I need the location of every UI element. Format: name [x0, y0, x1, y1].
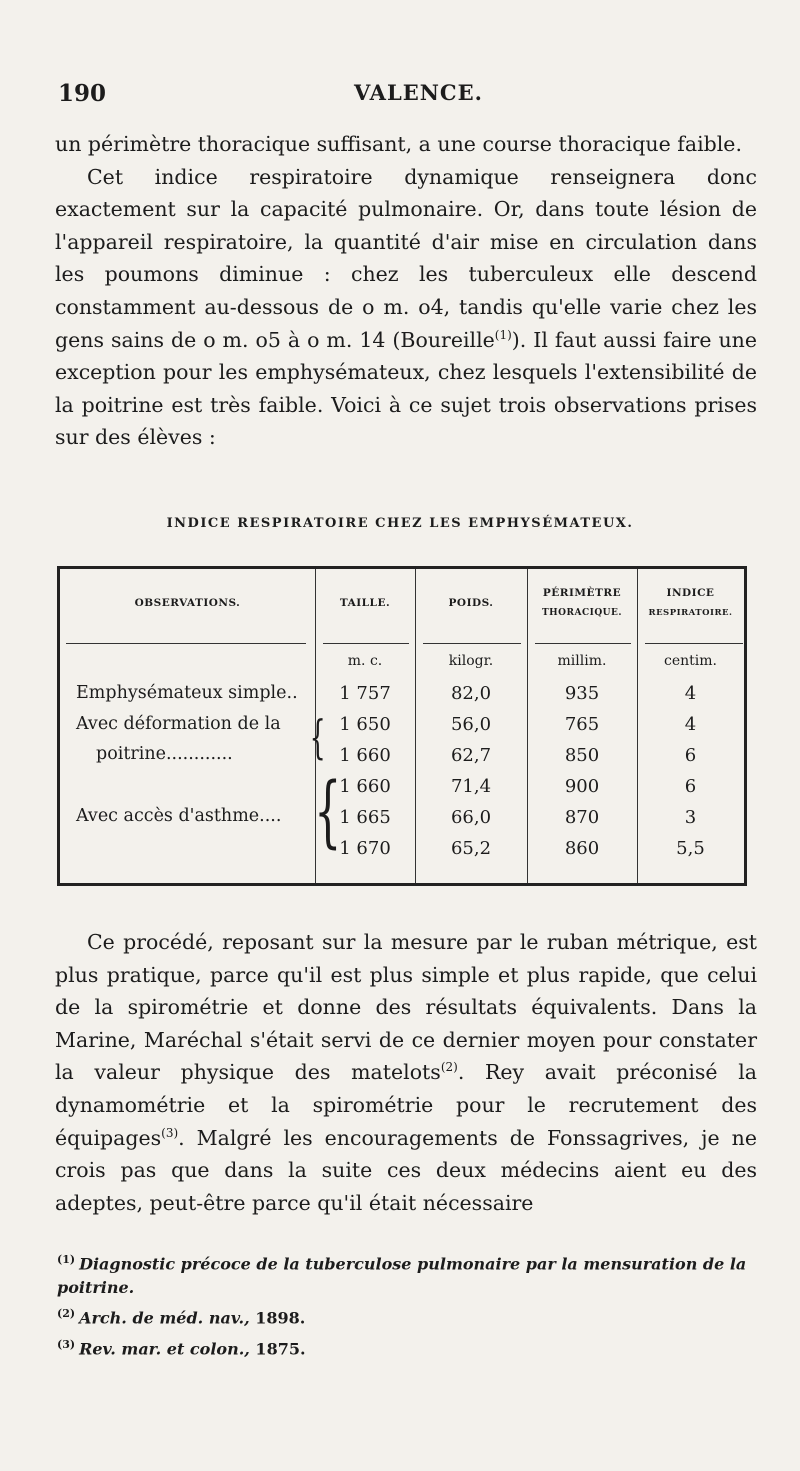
- footnote-ref-1: (1): [494, 327, 512, 342]
- paragraph-body: Cet indice respiratoire dynamique renseignera donc exactement sur la capacité pulmonaire. Or, dans toute lésion de l'appareil respiratoire, la quantité d'air mise en circulation dans les poumons diminue : chez les tuberculeux elle descend constamment au-dessous de o m. o4, tandis qu'elle varie chez les gens sains de o m. o5 à o m. 14 (Boureille$^{(1)}$). Il faut aussi faire une exception pour les emphysémateux, chez lesquels l'extensibilité de la poitrine est très faible. Voici à ce sujet trois observations prises sur des élèves :: [55, 164, 758, 450]
- brace-symbol: {: [314, 767, 342, 857]
- unit-perimetre: millim.: [557, 653, 607, 669]
- paragraph-body: Ce procédé, reposant sur la mesure par le ruban métrique, est plus pratique, parce qu'il est plus simple et plus rapide, que celui de la spirométrie et donne des résultats équivalents. Dans la Marine, Maréchal s'était servi de ce dernier moyen pour constater la valeur physique des matelots$^{(2)}$. Rey avait préconisé la dynamométrie et la spirométrie pour le recrutement des équipages$^{(3)}$. Malgré les encouragements de Fonssagrives, je ne crois pas que dans la suite ces deux médecins aient eu des adeptes, peut-être parce qu'il était nécessaire: [55, 930, 757, 1215]
- running-title: VALENCE.: [354, 80, 483, 105]
- table-cell-perimetre: 765: [564, 714, 600, 735]
- header-rule: [423, 643, 521, 644]
- unit-taille: m. c.: [347, 653, 383, 669]
- observation-label: Avec accès d'asthme....: [76, 806, 282, 826]
- table-cell-perimetre: 870: [564, 807, 600, 828]
- table-cell-poids: 71,4: [450, 776, 492, 797]
- header-rule: [66, 643, 306, 644]
- table-cell-poids: 56,0: [450, 714, 492, 735]
- header-poids: POIDS.: [448, 597, 494, 609]
- header-rule: [645, 643, 743, 644]
- table-cell-indice: 6: [684, 745, 697, 766]
- header-rule: [535, 643, 631, 644]
- table-cell-taille: 1 650: [339, 714, 391, 735]
- footnote-3: $^{(3)}$ Rev. mar. et colon., 1875.: [57, 1337, 306, 1358]
- footnote-ref-2: (2): [440, 1060, 458, 1075]
- header-perimetre: PÉRIMÈTRE THORACIQUE.: [541, 587, 623, 618]
- unit-indice: centim.: [664, 653, 717, 669]
- table-cell-poids: 66,0: [450, 807, 492, 828]
- table-cell-perimetre: 900: [564, 776, 600, 797]
- header-observations: OBSERVATIONS.: [134, 597, 241, 609]
- table-cell-perimetre: 850: [564, 745, 600, 766]
- table-cell-poids: 82,0: [450, 683, 492, 704]
- paragraph-conclusion: [55, 926, 757, 1219]
- table-title: INDICE RESPIRATOIRE CHEZ LES EMPHYSÉMATEUX.: [166, 516, 634, 531]
- data-table: [57, 566, 747, 886]
- paragraph-line: un périmètre thoracique suffisant, a une course thoracique faible.: [55, 132, 742, 156]
- header-taille: TAILLE.: [339, 597, 391, 609]
- footnote-1: $^{(1)}$ Diagnostic précoce de la tuberculose pulmonaire par la mensuration de la poitrine.: [57, 1253, 747, 1298]
- footnote-2: $^{(2)}$ Arch. de méd. nav., 1898.: [57, 1307, 306, 1328]
- table-cell-perimetre: 860: [564, 838, 600, 859]
- paragraph-intro: [55, 128, 757, 454]
- table-cell-taille: 1 660: [339, 776, 391, 797]
- table-cell-indice: 6: [684, 776, 697, 797]
- table-cell-taille: 1 670: [339, 838, 391, 859]
- observation-label: poitrine............: [96, 744, 233, 764]
- table-cell-indice: 5,5: [676, 838, 705, 859]
- footnote-ref-3: (3): [161, 1125, 179, 1140]
- table-cell-taille: 1 665: [339, 807, 391, 828]
- table-cell-indice: 3: [684, 807, 697, 828]
- footnotes: [57, 1248, 757, 1363]
- header-rule: [323, 643, 409, 644]
- table-cell-taille: 1 660: [339, 745, 391, 766]
- brace-symbol: {: [309, 710, 326, 764]
- header-indice: INDICE RESPIRATOIRE.: [648, 587, 733, 618]
- table-cell-poids: 65,2: [450, 838, 492, 859]
- page-number: 190: [58, 80, 107, 107]
- page-header: [58, 80, 758, 110]
- table-cell-indice: 4: [684, 714, 697, 735]
- table-cell-poids: 62,7: [450, 745, 492, 766]
- table-cell-perimetre: 935: [564, 683, 600, 704]
- table-cell-taille: 1 757: [339, 683, 391, 704]
- unit-poids: kilogr.: [448, 653, 494, 669]
- observation-label: Emphysémateux simple..: [76, 683, 298, 703]
- table-cell-indice: 4: [684, 683, 697, 704]
- observation-label: Avec déformation de la: [76, 714, 281, 734]
